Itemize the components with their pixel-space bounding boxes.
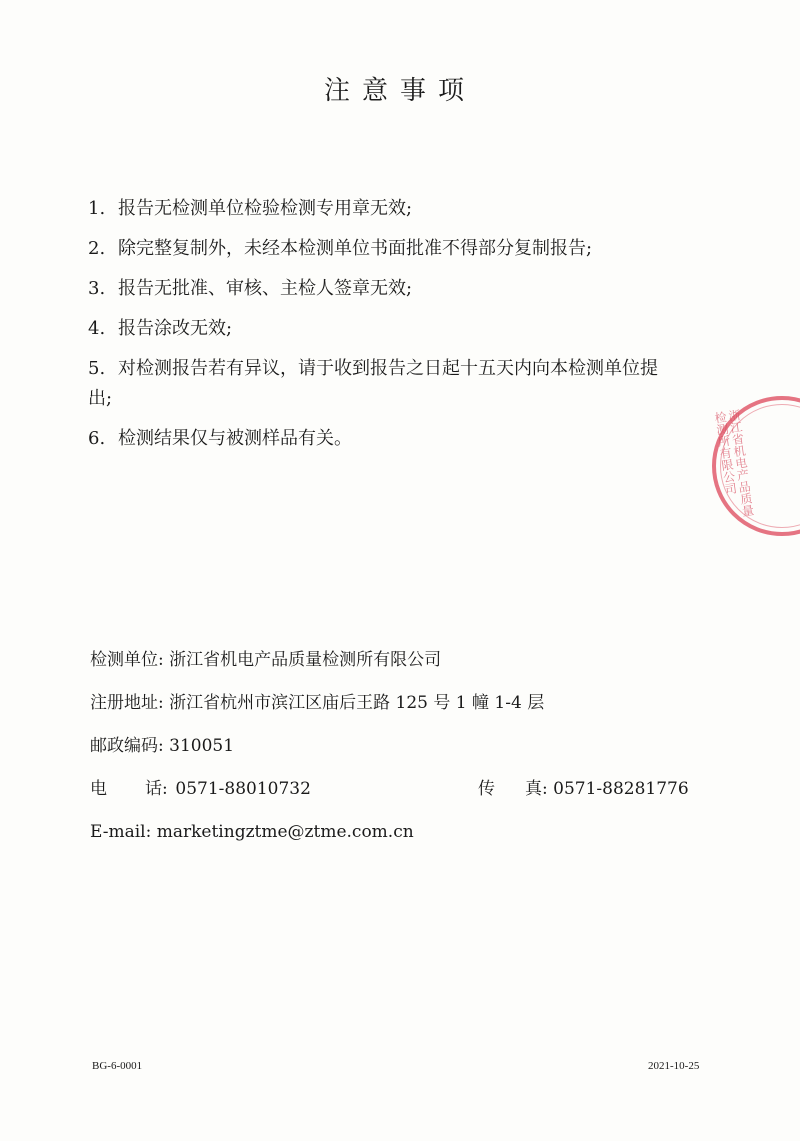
tel-fax-row (90, 777, 730, 820)
email-label: E-mail: (90, 822, 152, 842)
notice-item-4 (88, 316, 728, 356)
address-label: 注册地址: (90, 693, 164, 713)
tel-value: 0571-88010732 (175, 779, 311, 799)
notice-number: 3. (88, 278, 106, 299)
notice-number: 6. (88, 428, 106, 449)
official-seal-text: 浙江省机电产品质量检测所有限公司 (712, 408, 756, 518)
notice-item-6 (88, 426, 728, 466)
notice-item-3 (88, 276, 728, 316)
document-date: 2021-10-25 (648, 1060, 700, 1072)
notice-text: 报告无批准、审核、主检人签章无效; (118, 278, 413, 299)
notice-list (88, 196, 728, 466)
address-value: 浙江省杭州市滨江区庙后王路 125 号 1 幢 1-4 层 (169, 693, 545, 713)
notice-number: 2. (88, 238, 106, 259)
notice-text: 对检测报告若有异议，请于收到报告之日起十五天内向本检测单位提 (118, 358, 658, 379)
document-code: BG-6-0001 (92, 1060, 143, 1072)
postcode-label: 邮政编码: (90, 736, 164, 756)
address-row (90, 691, 730, 734)
notice-text-continued: 出; (88, 388, 113, 409)
notice-item-5 (88, 356, 728, 412)
postcode-row (90, 734, 730, 777)
notice-item-2 (88, 236, 728, 276)
notice-text: 除完整复制外，未经本检测单位书面批准不得部分复制报告; (118, 238, 593, 259)
fax-group (478, 777, 689, 801)
notice-number: 4. (88, 318, 106, 339)
notice-text: 检测结果仅与被测样品有关。 (118, 428, 352, 449)
page-title: 注意事项 (323, 76, 476, 106)
unit-row (90, 648, 730, 691)
postcode-value: 310051 (169, 736, 235, 756)
fax-label-char-2: 真: (525, 779, 548, 799)
fax-value: 0571-88281776 (553, 779, 689, 799)
notice-number: 1. (88, 198, 106, 219)
notice-text: 报告无检测单位检验检测专用章无效; (118, 198, 413, 219)
fax-label-char-1: 传 (478, 779, 495, 799)
unit-value: 浙江省机电产品质量检测所有限公司 (169, 650, 442, 670)
unit-label: 检测单位: (90, 650, 164, 670)
email-row (90, 820, 730, 863)
tel-label-char-1: 电 (90, 779, 107, 799)
notice-number: 5. (88, 358, 106, 379)
contact-info (90, 648, 730, 863)
tel-label-char-2: 话: (145, 779, 168, 799)
email-value: marketingztme@ztme.com.cn (156, 822, 414, 842)
notice-item-1 (88, 196, 728, 236)
notice-text: 报告涂改无效; (118, 318, 233, 339)
tel-label (90, 777, 170, 801)
